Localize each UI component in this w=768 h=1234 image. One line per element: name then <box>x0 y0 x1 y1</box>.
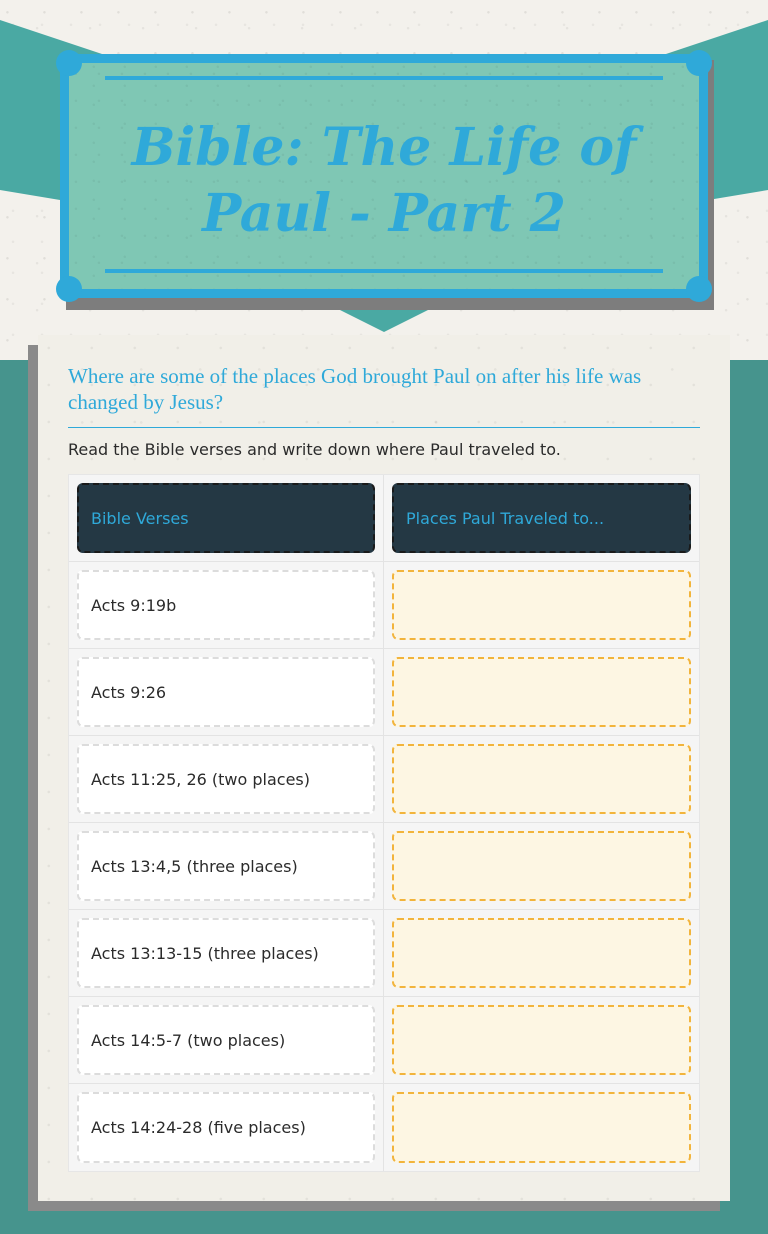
answer-cell <box>384 823 699 909</box>
answer-cell <box>384 736 699 822</box>
header-places: Places Paul Traveled to... <box>392 483 691 553</box>
answer-cell <box>384 649 699 735</box>
answer-field[interactable] <box>392 744 691 814</box>
header-cell <box>69 475 384 561</box>
answer-field[interactable] <box>392 570 691 640</box>
table-row <box>69 910 699 997</box>
title-rule-bottom <box>105 269 663 273</box>
verse-cell <box>69 649 384 735</box>
answer-field[interactable] <box>392 918 691 988</box>
corner-ornament <box>686 276 712 302</box>
header-cell <box>384 475 699 561</box>
verse-cell <box>69 910 384 996</box>
answer-field[interactable] <box>392 831 691 901</box>
answer-field[interactable] <box>392 1092 691 1163</box>
verse-cell <box>69 736 384 822</box>
answer-field[interactable] <box>392 1005 691 1075</box>
verse-label: Acts 11:25, 26 (two places) <box>77 744 375 814</box>
verse-label: Acts 9:19b <box>77 570 375 640</box>
corner-ornament <box>686 50 712 76</box>
verse-label: Acts 14:5-7 (two places) <box>77 1005 375 1075</box>
table-row <box>69 1084 699 1171</box>
table-row <box>69 562 699 649</box>
answer-cell <box>384 1084 699 1171</box>
answer-cell <box>384 562 699 648</box>
question-divider <box>68 427 700 428</box>
title-card <box>60 54 708 298</box>
verse-cell <box>69 823 384 909</box>
header-bible-verses: Bible Verses <box>77 483 375 553</box>
table-row <box>69 823 699 910</box>
verses-table <box>68 474 700 1172</box>
verse-label: Acts 14:24-28 (five places) <box>77 1092 375 1163</box>
question-text: Where are some of the places God brought Paul on after his life was changed by Jesus? <box>68 364 642 414</box>
verse-label: Acts 13:13-15 (three places) <box>77 918 375 988</box>
page-title: Bible: The Life of Paul - Part 2 <box>131 117 637 244</box>
verse-cell <box>69 562 384 648</box>
table-row <box>69 997 699 1084</box>
answer-cell <box>384 910 699 996</box>
answer-cell <box>384 997 699 1083</box>
answer-field[interactable] <box>392 657 691 727</box>
table-header-row <box>69 475 699 562</box>
instruction-text: Read the Bible verses and write down where Paul traveled to. <box>68 440 561 459</box>
corner-ornament <box>56 276 82 302</box>
verse-cell <box>69 997 384 1083</box>
table-row <box>69 649 699 736</box>
title-card-inner <box>69 63 699 289</box>
verse-cell <box>69 1084 384 1171</box>
title-rule-top <box>105 76 663 80</box>
verse-label: Acts 9:26 <box>77 657 375 727</box>
worksheet-panel <box>38 335 730 1201</box>
table-row <box>69 736 699 823</box>
verse-label: Acts 13:4,5 (three places) <box>77 831 375 901</box>
corner-ornament <box>56 50 82 76</box>
